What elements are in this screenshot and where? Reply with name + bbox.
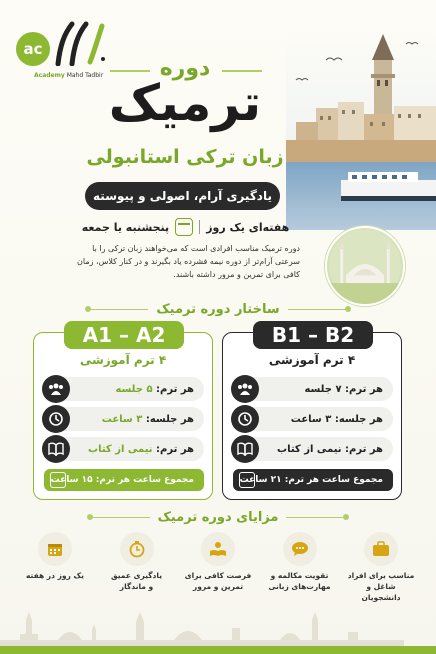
row-book-portion (233, 437, 393, 461)
title-deco-line-left (110, 70, 150, 72)
row-sessions (233, 377, 393, 401)
benefits-list (20, 532, 416, 602)
benefit-item (102, 532, 172, 602)
row-label: هر ترم: (156, 443, 194, 455)
course-subtitle: زبان ترکی استانبولی (86, 146, 284, 168)
logo-caption-brand: Academy (34, 72, 65, 79)
total-hours-text: مجموع ساعت هر ترم: ۲۱ ساعت (239, 475, 383, 485)
level-code: B1 – B2 (253, 321, 373, 349)
istanbul-city-image (286, 30, 436, 230)
calendar-icon (175, 218, 193, 236)
schedule-frequency: هفته‌ای یک روز (206, 220, 290, 234)
benefit-line: شاغل و دانشجویان (361, 582, 401, 602)
group-icon (42, 375, 70, 403)
logo-caption-name: Mahd Tadbir (66, 72, 104, 79)
row-label: هر جلسه: (334, 413, 383, 425)
academy-logo (14, 12, 109, 82)
benefit-line: مناسب برای افراد (347, 571, 415, 580)
row-session-hours (44, 407, 204, 431)
level-terms: ۴ ترم آموزشی (268, 353, 356, 367)
row-sessions (44, 377, 204, 401)
tagline-pill: یادگیری آرام، اصولی و پیوسته (85, 182, 280, 210)
deco-line (286, 517, 346, 518)
course-description: دوره ترمیک مناسب افرادی است که می‌خواهند زبان ترکی را با سرعتی آرام‌تر از دوره نیمه فشرده یاد بگیرند و در کنار کلاس، زمان کافی برای تمرین و مرور داشته باشند. (77, 244, 300, 279)
benefit-line: یادگیری عمیق (110, 571, 163, 580)
benefit-label (183, 570, 253, 592)
book-icon (231, 435, 259, 463)
benefits-section-title (0, 510, 436, 525)
row-label: هر ترم: (156, 383, 194, 395)
total-hours (233, 469, 393, 491)
title-deco-line-right (222, 70, 262, 72)
reader-icon (201, 532, 235, 566)
calendar-icon (38, 532, 72, 566)
row-session-hours (233, 407, 393, 431)
bottom-accent-bar (0, 646, 436, 654)
row-value: ۵ جلسه (115, 383, 153, 395)
briefcase-icon (364, 532, 398, 566)
row-value: نیمی از کتاب (88, 443, 153, 455)
schedule-days: پنجشنبه یا جمعه (81, 220, 170, 234)
row-value: ۳ ساعت (101, 413, 143, 425)
total-hours (44, 469, 204, 491)
benefit-label (20, 570, 90, 581)
course-name: ترمیک (108, 74, 262, 132)
row-label: هر ترم: (345, 383, 383, 395)
calendar-icon (50, 472, 66, 488)
total-hours-text: مجموع ساعت هر ترم: ۱۵ ساعت (50, 475, 194, 485)
clock-icon (42, 405, 70, 433)
benefit-line: تمرین و مرور (192, 582, 244, 591)
benefit-item (346, 532, 416, 602)
benefit-item (183, 532, 253, 602)
mosque-illustration (325, 226, 405, 306)
deco-line (288, 309, 348, 310)
level-code: A1 – A2 (64, 321, 184, 349)
row-label: هر جلسه: (145, 413, 194, 425)
benefits-title-text: مزایای دوره ترمیک (157, 510, 279, 525)
benefit-line: فرصت کافی برای (184, 571, 252, 580)
benefit-item (20, 532, 90, 602)
schedule-info (78, 216, 293, 238)
course-word: دوره (159, 56, 211, 81)
clock-icon (231, 405, 259, 433)
logo-glyph-icon (50, 16, 108, 66)
row-book-portion (44, 437, 204, 461)
structure-section-title (0, 302, 436, 317)
row-label: هر ترم: (345, 443, 383, 455)
benefit-line: تقویت مکالمه و (270, 571, 329, 580)
book-icon (42, 435, 70, 463)
stopwatch-icon (120, 532, 154, 566)
structure-title-text: ساختار دوره ترمیک (156, 302, 280, 317)
level-card-b (222, 323, 402, 500)
row-value: نیمی از کتاب (277, 443, 342, 455)
benefit-line: یک روز در هفته (25, 571, 84, 580)
benefit-label (102, 570, 172, 592)
level-terms: ۴ ترم آموزشی (79, 353, 167, 367)
benefit-line: و ماندگار (119, 582, 154, 591)
chat-icon (283, 532, 317, 566)
schedule-separator (199, 220, 200, 234)
row-value: ۳ ساعت (290, 413, 332, 425)
deco-line (88, 309, 148, 310)
deco-line (90, 517, 150, 518)
logo-mark: ac (16, 32, 50, 66)
benefit-label (265, 570, 335, 592)
group-icon (231, 375, 259, 403)
row-value: ۷ جلسه (304, 383, 342, 395)
level-card-a (33, 323, 213, 500)
calendar-icon (239, 472, 255, 488)
benefit-line: مهارت‌های زبانی (268, 582, 331, 591)
benefit-item (265, 532, 335, 602)
